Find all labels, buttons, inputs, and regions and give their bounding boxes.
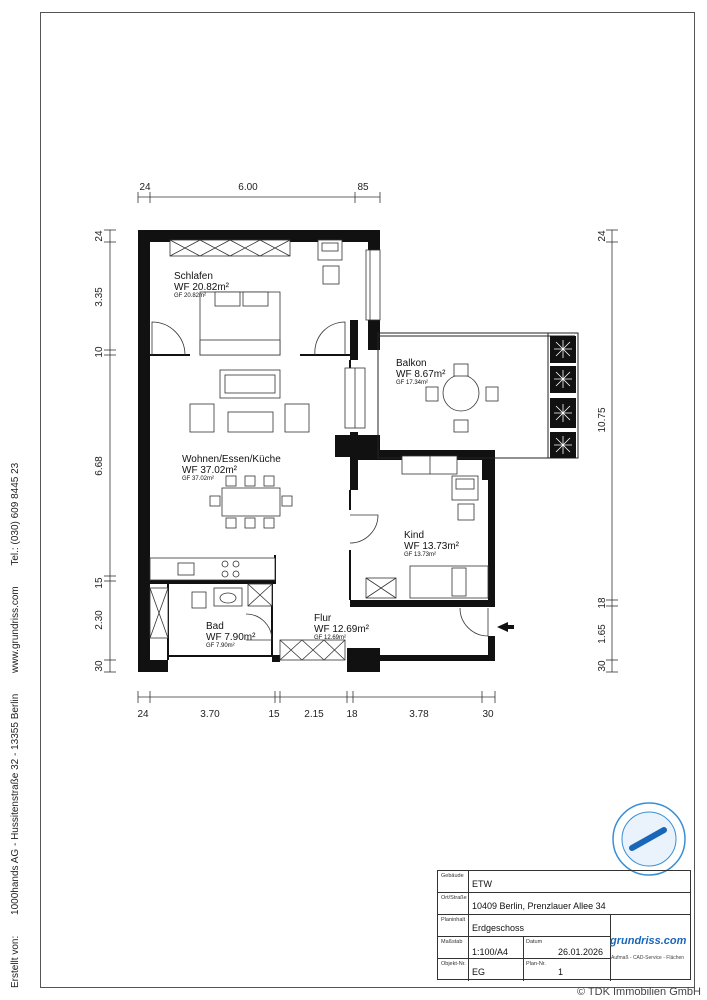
dim-bottom-5: 3.78 (409, 709, 429, 720)
company-address: 1000hands AG - Hussitenstraße 32 - 13355 Berlin (10, 693, 21, 915)
planinhalt-value: Erdgeschoss (472, 923, 525, 933)
dim-bottom-1: 3.70 (200, 709, 220, 720)
datum-label: Datum (526, 939, 543, 945)
dim-bottom-4: 18 (346, 709, 358, 720)
dim-bottom-0: 24 (137, 709, 149, 720)
dim-right-1: 10.75 (597, 407, 608, 433)
entrance-arrow-icon (497, 622, 514, 632)
room-name-flur: Flur (314, 613, 332, 624)
dim-bottom-3: 2.15 (304, 709, 324, 720)
room-name-bad: Bad (206, 621, 224, 632)
dim-left-6: 30 (94, 660, 105, 672)
dim-bottom-2: 15 (268, 709, 280, 720)
ort-value: 10409 Berlin, Prenzlauer Allee 34 (472, 901, 606, 911)
room-wf-wohnen: WF 37.02m² (182, 465, 238, 476)
furniture (150, 240, 498, 638)
room-name-balkon: Balkon (396, 358, 427, 369)
dim-left-2: 10 (94, 346, 105, 358)
room-wf-bad: WF 7.90m² (206, 632, 256, 643)
room-gf-flur: GF 12.69m² (314, 635, 347, 641)
title-row-massstab (438, 937, 610, 959)
massstab-value: 1:100/A4 (472, 947, 509, 957)
room-gf-schlafen: GF 20.82m² (174, 293, 207, 299)
dim-right-4: 30 (597, 660, 608, 672)
dim-left-4: 15 (94, 577, 105, 589)
creator-info (10, 445, 21, 988)
room-gf-wohnen: GF 37.02m² (182, 476, 215, 482)
dim-left-5: 2.30 (94, 610, 105, 630)
title-block (437, 870, 691, 980)
room-wf-balkon: WF 8.67m² (396, 369, 446, 380)
dining-table (222, 488, 280, 516)
room-wf-kind: WF 13.73m² (404, 541, 460, 552)
title-row-planinhalt (438, 915, 610, 937)
dim-right-3: 1.65 (597, 624, 608, 644)
single-bed (410, 566, 488, 598)
objekt-value: EG (472, 967, 486, 977)
plan-value: 1 (558, 967, 564, 977)
room-name-wohnen: Wohnen/Essen/Küche (182, 454, 281, 465)
kitchen-counter (150, 558, 275, 580)
massstab-label: Maßstab (441, 939, 463, 945)
room-name-schlafen: Schlafen (174, 271, 213, 282)
created-by-label: Erstellt von: (10, 935, 21, 988)
objekt-label: Objekt-Nr. (441, 961, 466, 967)
dim-right-0: 24 (597, 230, 608, 242)
copyright-notice: © TDK Immobilien GmbH (576, 986, 701, 998)
dim-right-2: 18 (597, 597, 608, 609)
room-wf-schlafen: WF 20.82m² (174, 282, 230, 293)
grundriss-seal-icon (610, 800, 688, 878)
title-row-gebaeude (438, 871, 690, 893)
dim-left-1: 3.35 (94, 287, 105, 307)
room-gf-bad: GF 7.90m² (206, 643, 235, 649)
balcony-table (443, 375, 479, 411)
title-row-ort (438, 893, 690, 915)
room-gf-balkon: GF 17.34m² (396, 380, 429, 386)
dim-left-0: 24 (94, 230, 105, 242)
ort-label: Ort/Straße (441, 895, 467, 901)
phone: Tel.: (030) 609 8445 23 (10, 462, 21, 566)
website: www.grundriss.com (10, 586, 21, 673)
dim-left-3: 6.68 (94, 456, 105, 476)
plan-label: Plan-Nr. (526, 961, 546, 967)
dim-top-1: 6.00 (238, 182, 258, 193)
grundriss-logo: grundriss.com (610, 935, 687, 947)
room-gf-kind: GF 13.73m² (404, 552, 437, 558)
dim-top-2: 85 (357, 182, 369, 193)
room-wf-flur: WF 12.69m² (314, 624, 370, 635)
gebaeude-value: ETW (472, 879, 492, 889)
grundriss-tagline: Aufmaß - CAD-Service - Flächen (611, 955, 685, 961)
dim-bottom-6: 30 (482, 709, 494, 720)
toilet (192, 592, 206, 608)
gebaeude-label: Gebäude (441, 873, 464, 879)
dim-top-0: 24 (139, 182, 151, 193)
planinhalt-label: Planinhalt (441, 917, 466, 923)
title-row-objekt (438, 959, 610, 981)
room-name-kind: Kind (404, 530, 425, 541)
datum-value: 26.01.2026 (558, 947, 604, 957)
